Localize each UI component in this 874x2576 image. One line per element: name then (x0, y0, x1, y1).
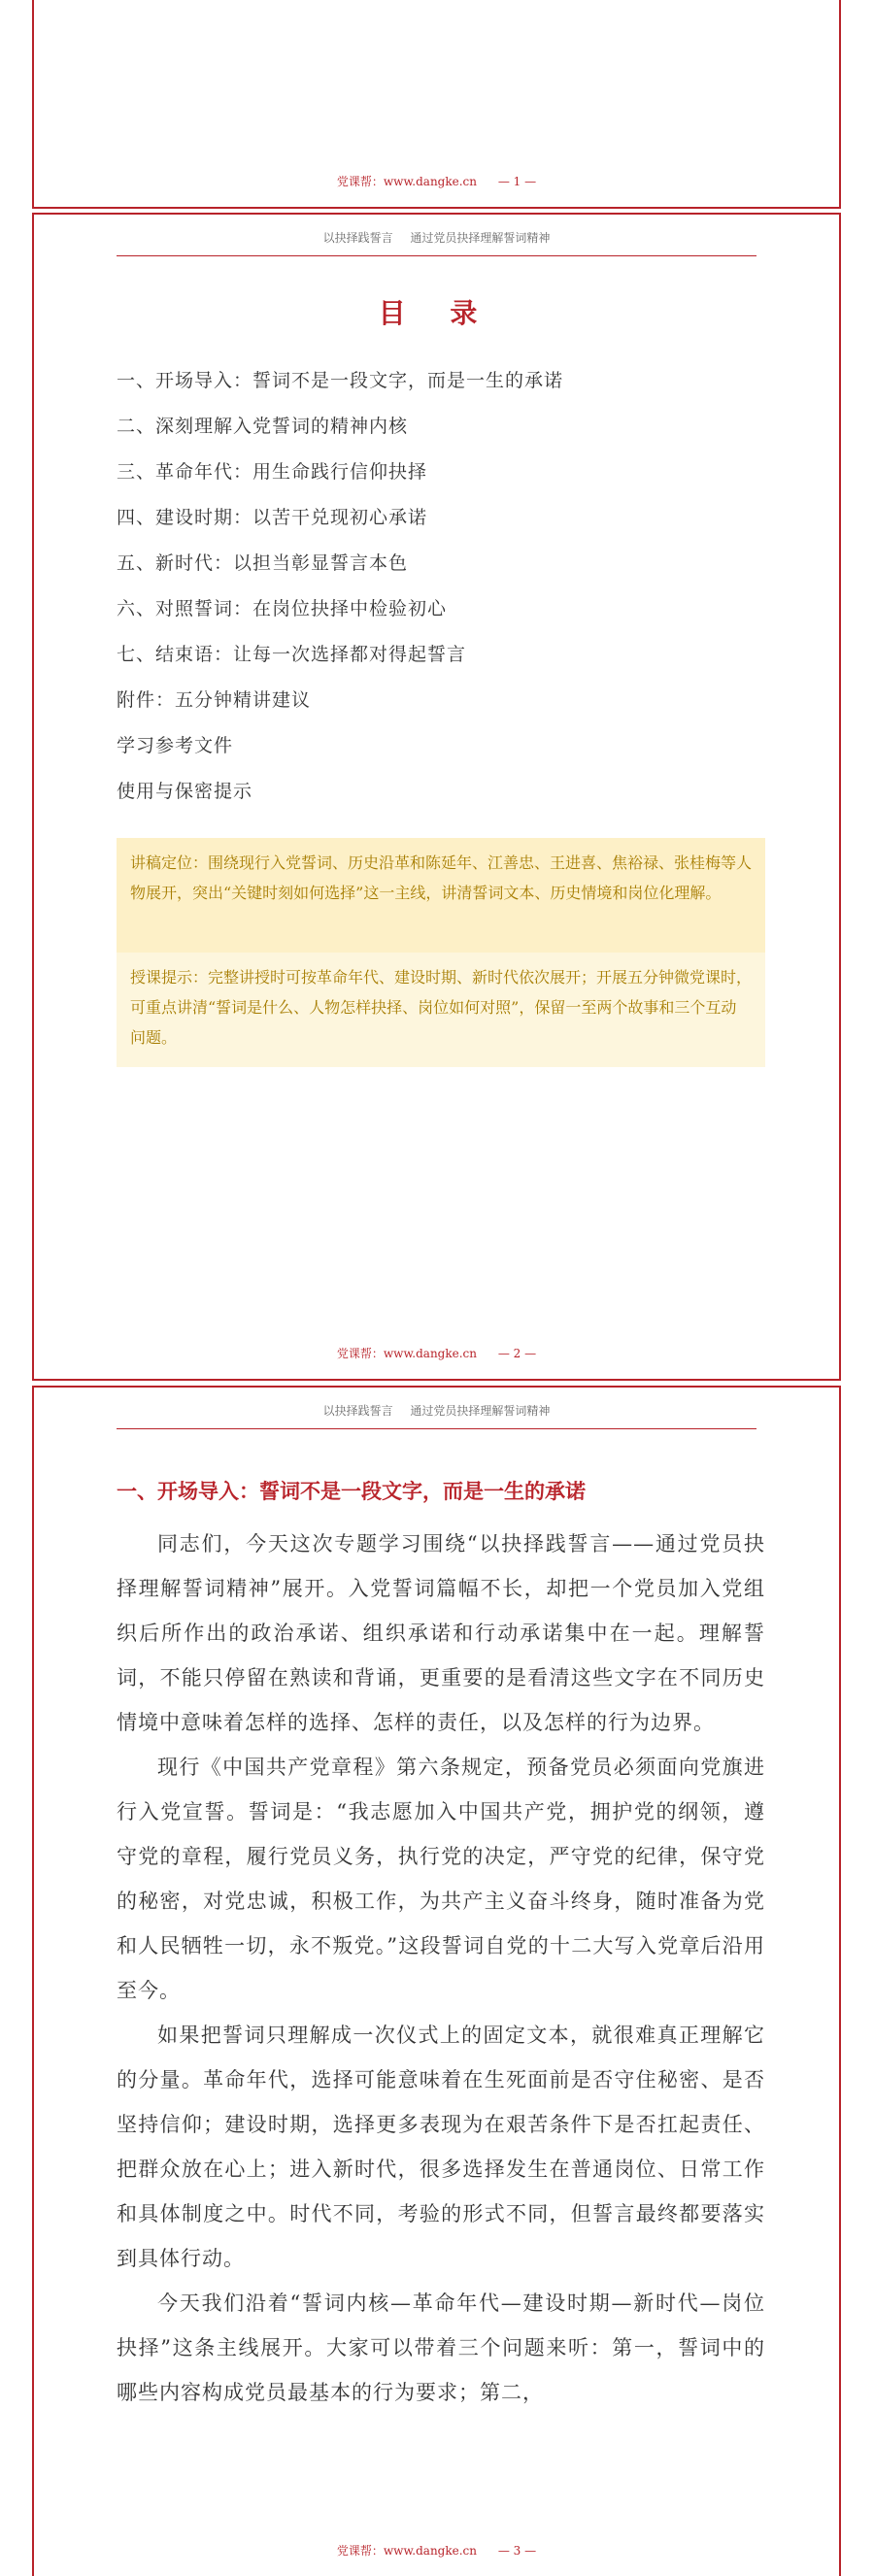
footer-page-number: — 3 — (497, 2544, 537, 2558)
page-footer (34, 2542, 839, 2559)
paragraph: 如果把誓词只理解成一次仪式上的固定文本，就很难真正理解它的分量。革命年代，选择可能意味着在生死面前是否守住秘密、是否坚持信仰；建设时期，选择更多表现为在艰苦条件下是否扛起责任、把群众放在心上；进入新时代，很多选择发生在普通岗位、日常工作和具体制度之中。时代不同，考验的形式不同，但誓言最终都要落实到具体行动。 (117, 2024, 765, 2270)
toc-item[interactable]: 附件：五分钟精讲建议 (117, 689, 312, 711)
footer-site: 党课帮：www.dangke.cn (336, 2544, 477, 2558)
header-left: 以抉择践誓言 (322, 231, 393, 245)
toc-item[interactable]: 四、建设时期：以苦干兑现初心承诺 (117, 507, 428, 528)
paragraph: 今天我们沿着“誓词内核—革命年代—建设时期—新时代—岗位抉择”这条主线展开。大家可以带着三个问题来听：第一，誓词中的哪些内容构成党员最基本的行为要求；第二， (117, 2292, 765, 2404)
toc-item[interactable]: 六、对照誓词：在岗位抉择中检验初心 (117, 598, 448, 619)
header-right: 通过党员抉择理解誓词精神 (410, 1404, 551, 1418)
page-footer (34, 173, 839, 189)
page-1 (32, 0, 841, 209)
page-2 (32, 213, 841, 1381)
positioning-note: 讲稿定位：围绕现行入党誓词、历史沿革和陈延年、江善忠、王进喜、焦裕禄、张桂梅等人物展开，突出“关键时刻如何选择”这一主线，讲清誓词文本、历史情境和岗位化理解。 (117, 838, 765, 953)
toc-item[interactable]: 二、深刻理解入党誓词的精神内核 (117, 416, 409, 437)
page-3 (32, 1386, 841, 2576)
toc-item[interactable]: 学习参考文件 (117, 735, 234, 756)
section-body (117, 1522, 765, 2415)
toc-item[interactable]: 使用与保密提示 (117, 781, 253, 802)
section-title: 一、开场导入：誓词不是一段文字，而是一生的承诺 (117, 1479, 586, 1503)
paragraph: 同志们，今天这次专题学习围绕“以抉择践誓言——通过党员抉择理解誓词精神”展开。入党誓词篇幅不长，却把一个党员加入党组织后所作出的政治承诺、组织承诺和行动承诺集中在一起。理解誓词，不能只停留在熟读和背诵，更重要的是看清这些文字在不同历史情境中意味着怎样的选择、怎样的责任，以及怎样的行为边界。 (117, 1532, 765, 1734)
header-left: 以抉择践誓言 (322, 1404, 393, 1418)
page-footer (34, 1345, 839, 1361)
toc-item[interactable]: 三、革命年代：用生命践行信仰抉择 (117, 461, 428, 483)
page-header (117, 229, 756, 256)
footer-page-number: — 1 — (497, 175, 537, 188)
toc-item[interactable]: 一、开场导入：誓词不是一段文字，而是一生的承诺 (117, 370, 564, 391)
teaching-tip-note: 授课提示：完整讲授时可按革命年代、建设时期、新时代依次展开；开展五分钟微党课时，可重点讲清“誓词是什么、人物怎样抉择、岗位如何对照”，保留一至两个故事和三个互动问题。 (117, 953, 765, 1067)
toc-item[interactable]: 七、结束语：让每一次选择都对得起誓言 (117, 644, 467, 665)
footer-page-number: — 2 — (497, 1347, 537, 1360)
footer-site: 党课帮：www.dangke.cn (336, 175, 477, 188)
toc-list (117, 358, 563, 815)
paragraph: 现行《中国共产党章程》第六条规定，预备党员必须面向党旗进行入党宣誓。誓词是：“我志愿加入中国共产党，拥护党的纲领，遵守党的章程，履行党员义务，执行党的决定，严守党的纪律，保守党的秘密，对党忠诚，积极工作，为共产主义奋斗终身，随时准备为党和人民牺牲一切，永不叛党。”这段誓词自党的十二大写入党章后沿用至今。 (117, 1756, 765, 2002)
toc-title: 目 录 (378, 297, 495, 329)
page-header (117, 1402, 756, 1429)
header-right: 通过党员抉择理解誓词精神 (410, 231, 551, 245)
toc-item[interactable]: 五、新时代：以担当彰显誓言本色 (117, 552, 409, 574)
footer-site: 党课帮：www.dangke.cn (336, 1347, 477, 1360)
